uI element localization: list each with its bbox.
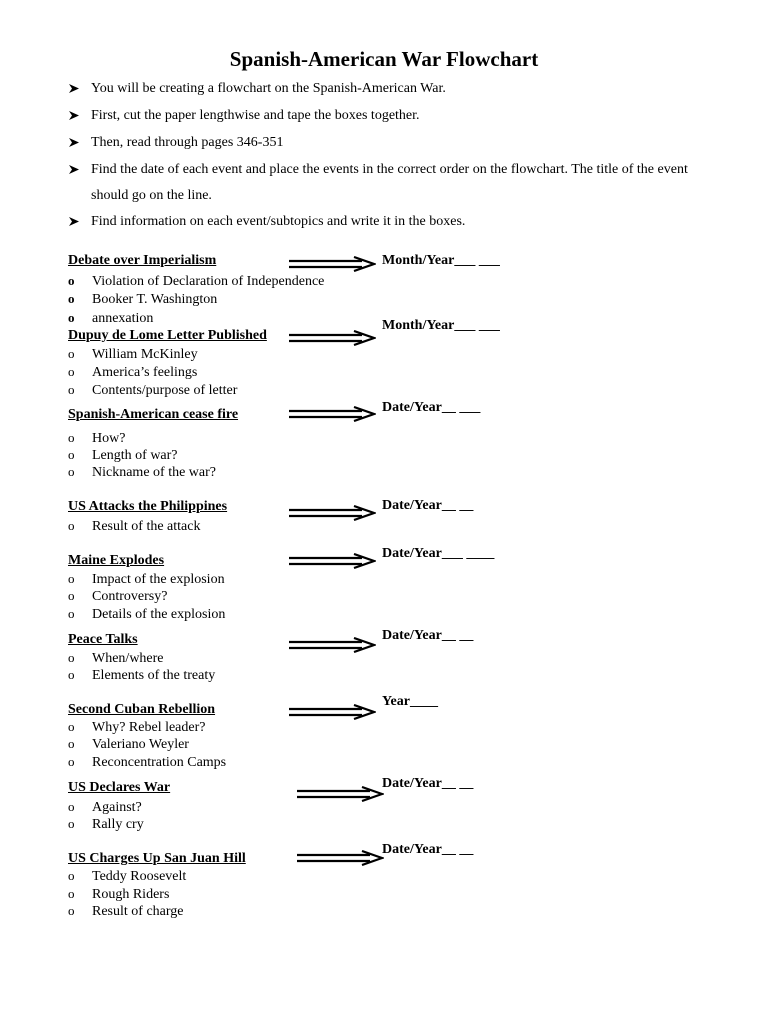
bullet-marker: o: [68, 650, 75, 665]
instruction-text: Find the date of each event and place the events in the correct order on the flowchart. The title of the event should go on the line.: [91, 162, 688, 203]
sub-item-text: Contents/purpose of letter: [92, 383, 238, 398]
bullet-marker: o: [68, 754, 75, 769]
instruction-text: You will be creating a flowchart on the Spanish-American War.: [91, 81, 446, 96]
double-arrow-icon: [288, 704, 376, 720]
bullet-marker: o: [68, 291, 75, 306]
sub-item: [68, 666, 215, 684]
date-label: Date/Year__ __: [382, 842, 474, 857]
sub-item-text: Controversy?: [92, 589, 168, 604]
bullet-marker: o: [68, 273, 75, 288]
sub-item-text: Rough Riders: [92, 887, 170, 902]
bullet-marker: o: [68, 447, 75, 462]
sub-item-text: When/where: [92, 651, 164, 666]
bullet-marker: o: [68, 799, 75, 814]
bullet-marker: o: [68, 518, 75, 533]
bullet-marker: o: [68, 736, 75, 751]
sub-item-text: Result of charge: [92, 904, 184, 919]
event-title: Spanish-American cease fire: [68, 407, 239, 422]
sub-item: [68, 517, 200, 535]
event-title: Dupuy de Lome Letter Published: [68, 328, 267, 343]
double-arrow-icon: [296, 850, 384, 866]
sub-item-text: Against?: [92, 800, 142, 815]
sub-item: [68, 309, 153, 327]
event-title: Second Cuban Rebellion: [68, 702, 216, 717]
bullet-marker: o: [68, 430, 75, 445]
sub-item: [68, 272, 324, 290]
bullet-marker: o: [68, 816, 75, 831]
sub-item: [68, 570, 225, 588]
date-label: Date/Year__ ___: [382, 400, 481, 415]
sub-item-text: How?: [92, 431, 126, 446]
double-arrow-icon: [288, 553, 376, 569]
sub-item: [68, 902, 184, 920]
bullet-marker: o: [68, 464, 75, 479]
arrowhead-bullet-icon: [68, 137, 80, 148]
arrowhead-bullet-icon: [68, 164, 80, 175]
sub-item-text: William McKinley: [92, 347, 198, 362]
sub-item: [68, 429, 125, 447]
sub-item: [68, 649, 164, 667]
sub-item-text: Booker T. Washington: [92, 292, 218, 307]
sub-item-text: Violation of Declaration of Independence: [92, 274, 325, 289]
sub-item-text: Elements of the treaty: [92, 668, 216, 683]
instruction-item: [68, 76, 718, 102]
instruction-text: First, cut the paper lengthwise and tape the boxes together.: [91, 108, 420, 123]
date-label: Date/Year__ __: [382, 776, 474, 791]
instruction-item: [68, 209, 718, 235]
event-title: Peace Talks: [68, 632, 138, 647]
sub-item: [68, 290, 217, 308]
sub-item: [68, 381, 237, 399]
bullet-marker: o: [68, 571, 75, 586]
sub-item-text: Rally cry: [92, 817, 144, 832]
instruction-item: [68, 130, 718, 156]
sub-item: [68, 798, 142, 816]
arrowhead-bullet-icon: [68, 216, 80, 227]
sub-item-text: Impact of the explosion: [92, 572, 225, 587]
double-arrow-icon: [288, 256, 376, 272]
sub-item: [68, 815, 144, 833]
page-title: Spanish-American War Flowchart: [229, 47, 539, 71]
sub-item-text: Why? Rebel leader?: [92, 720, 206, 735]
double-arrow-icon: [288, 637, 376, 653]
sub-item: [68, 463, 216, 481]
sub-item: [68, 753, 226, 771]
double-arrow-icon: [288, 406, 376, 422]
sub-item: [68, 885, 169, 903]
date-label: Date/Year___ ____: [382, 546, 495, 561]
sub-item-text: Teddy Roosevelt: [92, 869, 187, 884]
sub-item: [68, 345, 198, 363]
sub-item-text: annexation: [92, 311, 154, 326]
bullet-marker: o: [68, 903, 75, 918]
arrowhead-bullet-icon: [68, 83, 80, 94]
date-label: Month/Year___ ___: [382, 318, 500, 333]
instruction-text: Find information on each event/subtopics and write it in the boxes.: [91, 214, 466, 229]
bullet-marker: o: [68, 382, 75, 397]
double-arrow-icon: [288, 505, 376, 521]
bullet-marker: o: [68, 310, 75, 325]
bullet-marker: o: [68, 667, 75, 682]
sub-item-text: Nickname of the war?: [92, 465, 216, 480]
bullet-marker: o: [68, 364, 75, 379]
date-label: Date/Year__ __: [382, 498, 474, 513]
bullet-marker: o: [68, 588, 75, 603]
date-label: Month/Year___ ___: [382, 253, 500, 268]
sub-item-text: America’s feelings: [92, 365, 198, 380]
instruction-text: Then, read through pages 346-351: [91, 135, 284, 150]
instruction-item: [68, 157, 718, 209]
sub-item: [68, 587, 167, 605]
instruction-item: [68, 103, 718, 129]
sub-item: [68, 867, 186, 885]
event-title: Maine Explodes: [68, 553, 165, 568]
sub-item-text: Length of war?: [92, 448, 178, 463]
date-label: Date/Year__ __: [382, 628, 474, 643]
sub-item: [68, 363, 197, 381]
sub-item-text: Result of the attack: [92, 519, 201, 534]
event-title: US Attacks the Philippines: [68, 499, 228, 514]
sub-item: [68, 446, 178, 464]
bullet-marker: o: [68, 886, 75, 901]
sub-item-text: Details of the explosion: [92, 607, 226, 622]
sub-item-text: Valeriano Weyler: [92, 737, 189, 752]
sub-item: [68, 605, 225, 623]
bullet-marker: o: [68, 719, 75, 734]
date-label: Year____: [382, 694, 438, 709]
double-arrow-icon: [288, 330, 376, 346]
event-title: US Declares War: [68, 780, 171, 795]
sub-item: [68, 718, 206, 736]
event-title: Debate over Imperialism: [68, 253, 217, 268]
arrowhead-bullet-icon: [68, 110, 80, 121]
bullet-marker: o: [68, 606, 75, 621]
sub-item-text: Reconcentration Camps: [92, 755, 227, 770]
sub-item: [68, 735, 189, 753]
double-arrow-icon: [296, 786, 384, 802]
bullet-marker: o: [68, 868, 75, 883]
bullet-marker: o: [68, 346, 75, 361]
event-title: US Charges Up San Juan Hill: [68, 851, 246, 866]
